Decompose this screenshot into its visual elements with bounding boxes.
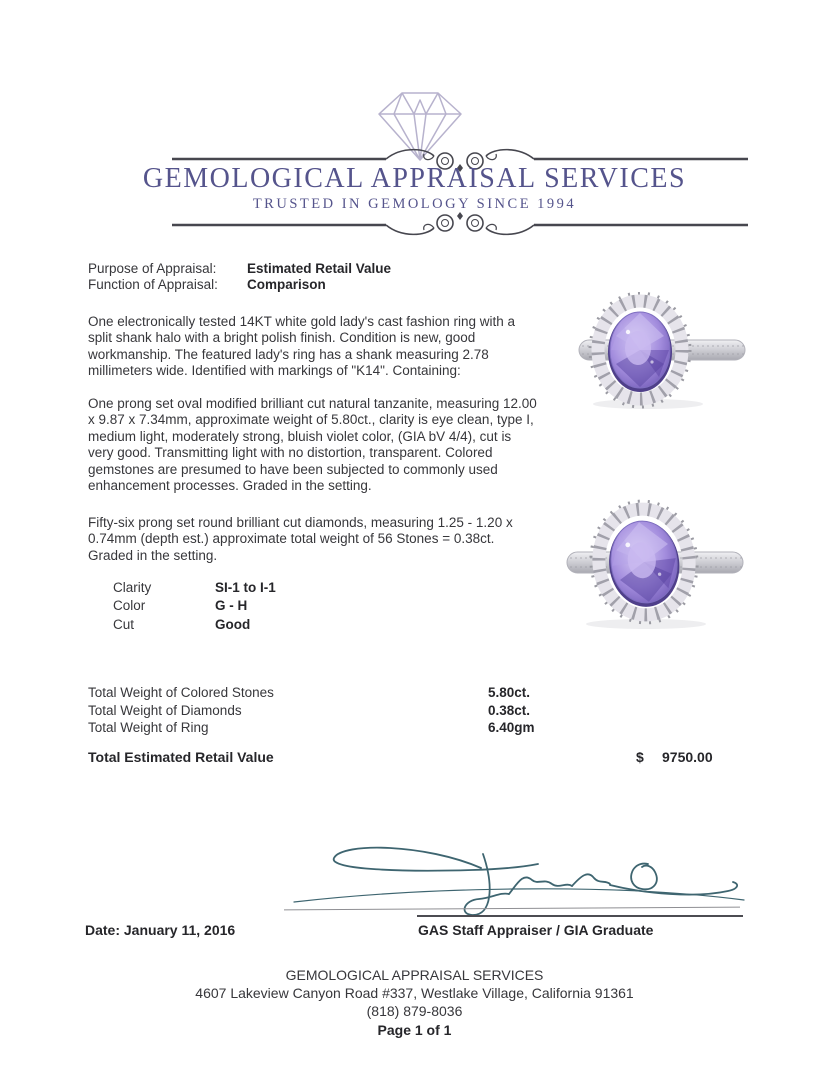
purpose-value: Estimated Retail Value	[247, 261, 392, 276]
ring-weight-value: 6.40gm	[488, 720, 535, 736]
table-row	[88, 703, 535, 721]
clarity-label: Clarity	[113, 580, 152, 595]
signature-line	[417, 915, 743, 917]
colored-stones-weight-label: Total Weight of Colored Stones	[88, 685, 274, 700]
retail-value-amount: 9750.00	[662, 749, 713, 765]
appraisal-date: Date: January 11, 2016	[85, 922, 236, 938]
table-row	[88, 720, 535, 738]
cut-label: Cut	[113, 616, 135, 632]
function-row	[88, 277, 391, 293]
diamonds-weight-value: 0.38ct.	[488, 702, 531, 718]
weight-totals	[88, 685, 535, 738]
footer-company: GEMOLOGICAL APPRAISAL SERVICES	[285, 967, 544, 983]
page-number: Page 1 of 1	[377, 1022, 452, 1038]
diamonds-description-paragraph: Fifty-six prong set round brilliant cut diamonds, measuring 1.25 - 1.20 x 0.74mm (depth est.) approximate total weight of 56 Stones = 0.38ct. Graded in the setting.	[88, 515, 513, 563]
cut-value: Good	[215, 616, 251, 632]
company-tagline: TRUSTED IN GEMOLOGY SINCE 1994	[252, 196, 577, 212]
retail-value-label: Total Estimated Retail Value	[88, 749, 274, 765]
colored-stones-weight-value: 5.80ct.	[488, 685, 531, 700]
ring-weight-label: Total Weight of Ring	[88, 720, 209, 736]
ornamental-divider-bottom	[172, 208, 748, 238]
diamonds-weight-label: Total Weight of Diamonds	[88, 702, 242, 718]
table-row	[113, 580, 276, 598]
signer-title: GAS Staff Appraiser / GIA Graduate	[418, 922, 654, 938]
color-label: Color	[113, 598, 146, 614]
function-label: Function of Appraisal:	[88, 277, 218, 293]
diamond-grade-table	[113, 580, 276, 635]
company-title: GEMOLOGICAL APPRAISAL SERVICES	[142, 163, 687, 194]
purpose-row	[88, 261, 391, 277]
tanzanite-description-paragraph: One prong set oval modified brilliant cut natural tanzanite, measuring 12.00 x 9.87 x 7.34mm, approximate weight of 5.80ct., clarity is eye clean, type I, medium light, moderately strong, bluish violet color, (GIA bV 4/4), cut is very good. Transmitting light with no distortion, transparent. Colored gemstones are presumed to have been subjected to commonly used enhancement processes. Graded in the setting.	[88, 396, 537, 494]
appraisal-info	[88, 261, 391, 294]
ring-photo-top	[578, 292, 746, 412]
purpose-label: Purpose of Appraisal:	[88, 261, 217, 276]
clarity-value: SI-1 to I-1	[215, 580, 276, 595]
table-row	[113, 617, 276, 635]
currency-symbol: $	[636, 749, 644, 765]
table-row	[88, 685, 535, 703]
ring-description-paragraph: One electronically tested 14KT white gold lady's cast fashion ring with a split shank halo with a bright polish finish. Condition is new, good workmanship. The featured lady's ring has a shank measuring 2.78 millimeters wide. Identified with markings of "K14". Containing:	[88, 314, 516, 379]
ring-photo-bottom	[566, 498, 746, 632]
footer-phone: (818) 879-8036	[366, 1003, 463, 1019]
footer-address: 4607 Lakeview Canyon Road #337, Westlake Village, California 91361	[195, 985, 634, 1001]
function-value: Comparison	[247, 277, 326, 293]
color-value: G - H	[215, 598, 248, 614]
table-row	[113, 598, 276, 616]
